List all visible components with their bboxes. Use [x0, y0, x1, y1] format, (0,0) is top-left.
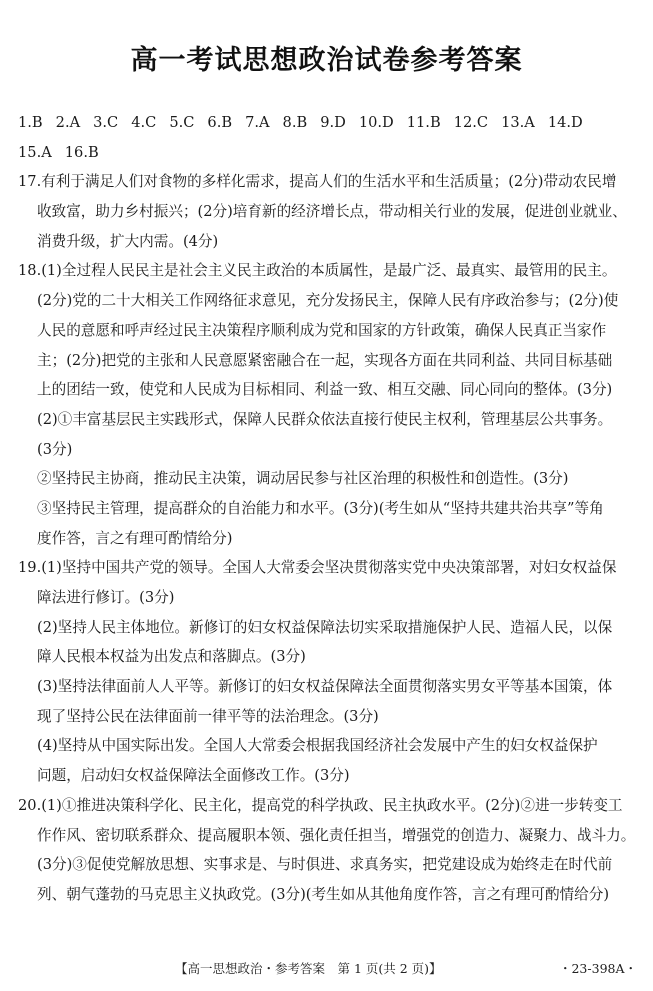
answer-line: 上的团结一致，使党和人民成为目标相同、利益一致、相互交融、同心同向的整体。(3分) — [37, 381, 613, 399]
choice-answer: 3.C — [93, 114, 119, 131]
answer-content — [18, 108, 640, 910]
question-17-answer — [18, 167, 640, 256]
answer-line: 18.(1)全过程人民民主是社会主义民主政治的本质属性，是最广泛、最真实、最管用的民主。 — [18, 262, 617, 280]
answer-line: ③坚持民主管理，提高群众的自治能力和水平。(3分)(考生如从“坚持共建共治共享”等角 — [37, 499, 604, 517]
answer-line: ②坚持民主协商，推动民主决策，调动居民参与社区治理的积极性和创造性。(3分) — [37, 470, 569, 488]
footer-page-info: 【高一思想政治・参考答案 第 1 页(共 2 页)】 — [175, 961, 442, 976]
answer-line: (3分)③促使党解放思想、实事求是、与时俱进、求真务实，把党建设成为始终走在时代前 — [37, 856, 613, 874]
answer-line: 障人民根本权益为出发点和落脚点。(3分) — [37, 648, 306, 666]
question-18-answer — [18, 256, 640, 553]
answer-line: 现了坚持公民在法律面前一律平等的法治理念。(3分) — [37, 707, 379, 725]
choice-answers-row-2 — [18, 138, 640, 168]
answer-line: 主；(2分)把党的主张和人民意愿紧密融合在一起，实现各方面在共同利益、共同目标基础 — [37, 351, 613, 369]
choice-answer: 13.A — [501, 114, 535, 131]
answer-line: 收致富，助力乡村振兴；(2分)培育新的经济增长点，带动相关行业的发展，促进创业就业、 — [37, 203, 627, 221]
answer-line: (2分)党的二十大相关工作网络征求意见，充分发扬民主，保障人民有序政治参与；(2分)使 — [37, 292, 619, 310]
answer-line: 人民的意愿和呼声经过民主决策程序顺利成为党和国家的方针政策，确保人民真正当家作 — [37, 321, 607, 339]
choice-answer: 10.D — [358, 114, 394, 131]
answer-line: (2)①丰富基层民主实践形式，保障人民群众依法直接行使民主权利，管理基层公共事务。 — [37, 410, 613, 428]
choice-answer: 7.A — [245, 114, 270, 131]
question-19-answer — [18, 553, 640, 791]
footer-code: ・23-398A・ — [558, 961, 637, 976]
choice-answer: 4.C — [131, 114, 157, 131]
choice-answer: 9.D — [320, 114, 346, 131]
answer-line: 19.(1)坚持中国共产党的领导。全国人大常委会坚决贯彻落实党中央决策部署，对妇女权益保 — [18, 559, 617, 577]
answer-line: (4)坚持从中国实际出发。全国人大常委会根据我国经济社会发展中产生的妇女权益保护 — [37, 737, 598, 755]
answer-line: 度作答，言之有理可酌情给分) — [37, 529, 233, 547]
answer-line: 17.有利于满足人们对食物的多样化需求，提高人们的生活水平和生活质量；(2分)带动农民增 — [18, 173, 617, 191]
answer-line: 消费升级，扩大内需。(4分) — [37, 232, 219, 250]
choice-answers-row-1 — [18, 108, 640, 138]
choice-answer: 1.B — [18, 114, 43, 131]
answer-line: (3分) — [37, 440, 73, 458]
choice-answer: 12.C — [453, 114, 489, 131]
answer-line: (2)坚持人民主体地位。新修订的妇女权益保障法切实采取措施保护人民、造福人民，以保 — [37, 618, 613, 636]
question-20-answer — [18, 791, 640, 910]
answer-line: 作作风、密切联系群众、提高履职本领、强化责任担当，增强党的创造力、凝聚力、战斗力。 — [37, 826, 636, 844]
choice-answer: 2.A — [55, 114, 81, 131]
choice-answer: 14.D — [547, 114, 583, 131]
choice-answer: 8.B — [282, 114, 308, 131]
choice-answer: 6.B — [207, 114, 233, 131]
choice-answer: 16.B — [64, 143, 99, 161]
answer-line: 问题，启动妇女权益保障法全面修改工作。(3分) — [37, 767, 350, 785]
choice-answer: 15.A — [18, 143, 52, 161]
answer-line: 20.(1)①推进决策科学化、民主化，提高党的科学执政、民主执政水平。(2分)②进一步转变工 — [18, 796, 623, 814]
answer-line: 列、朝气蓬勃的马克思主义执政党。(3分)(考生如从其他角度作答，言之有理可酌情给分) — [37, 885, 610, 903]
choice-answer: 5.C — [169, 114, 195, 131]
choice-answer: 11.B — [406, 114, 441, 131]
answer-line: (3)坚持法律面前人人平等。新修订的妇女权益保障法全面贯彻落实男女平等基本国策，体 — [37, 678, 613, 696]
answer-line: 障法进行修订。(3分) — [37, 589, 175, 606]
page-title: 高一考试思想政治试卷参考答案 — [130, 45, 523, 76]
